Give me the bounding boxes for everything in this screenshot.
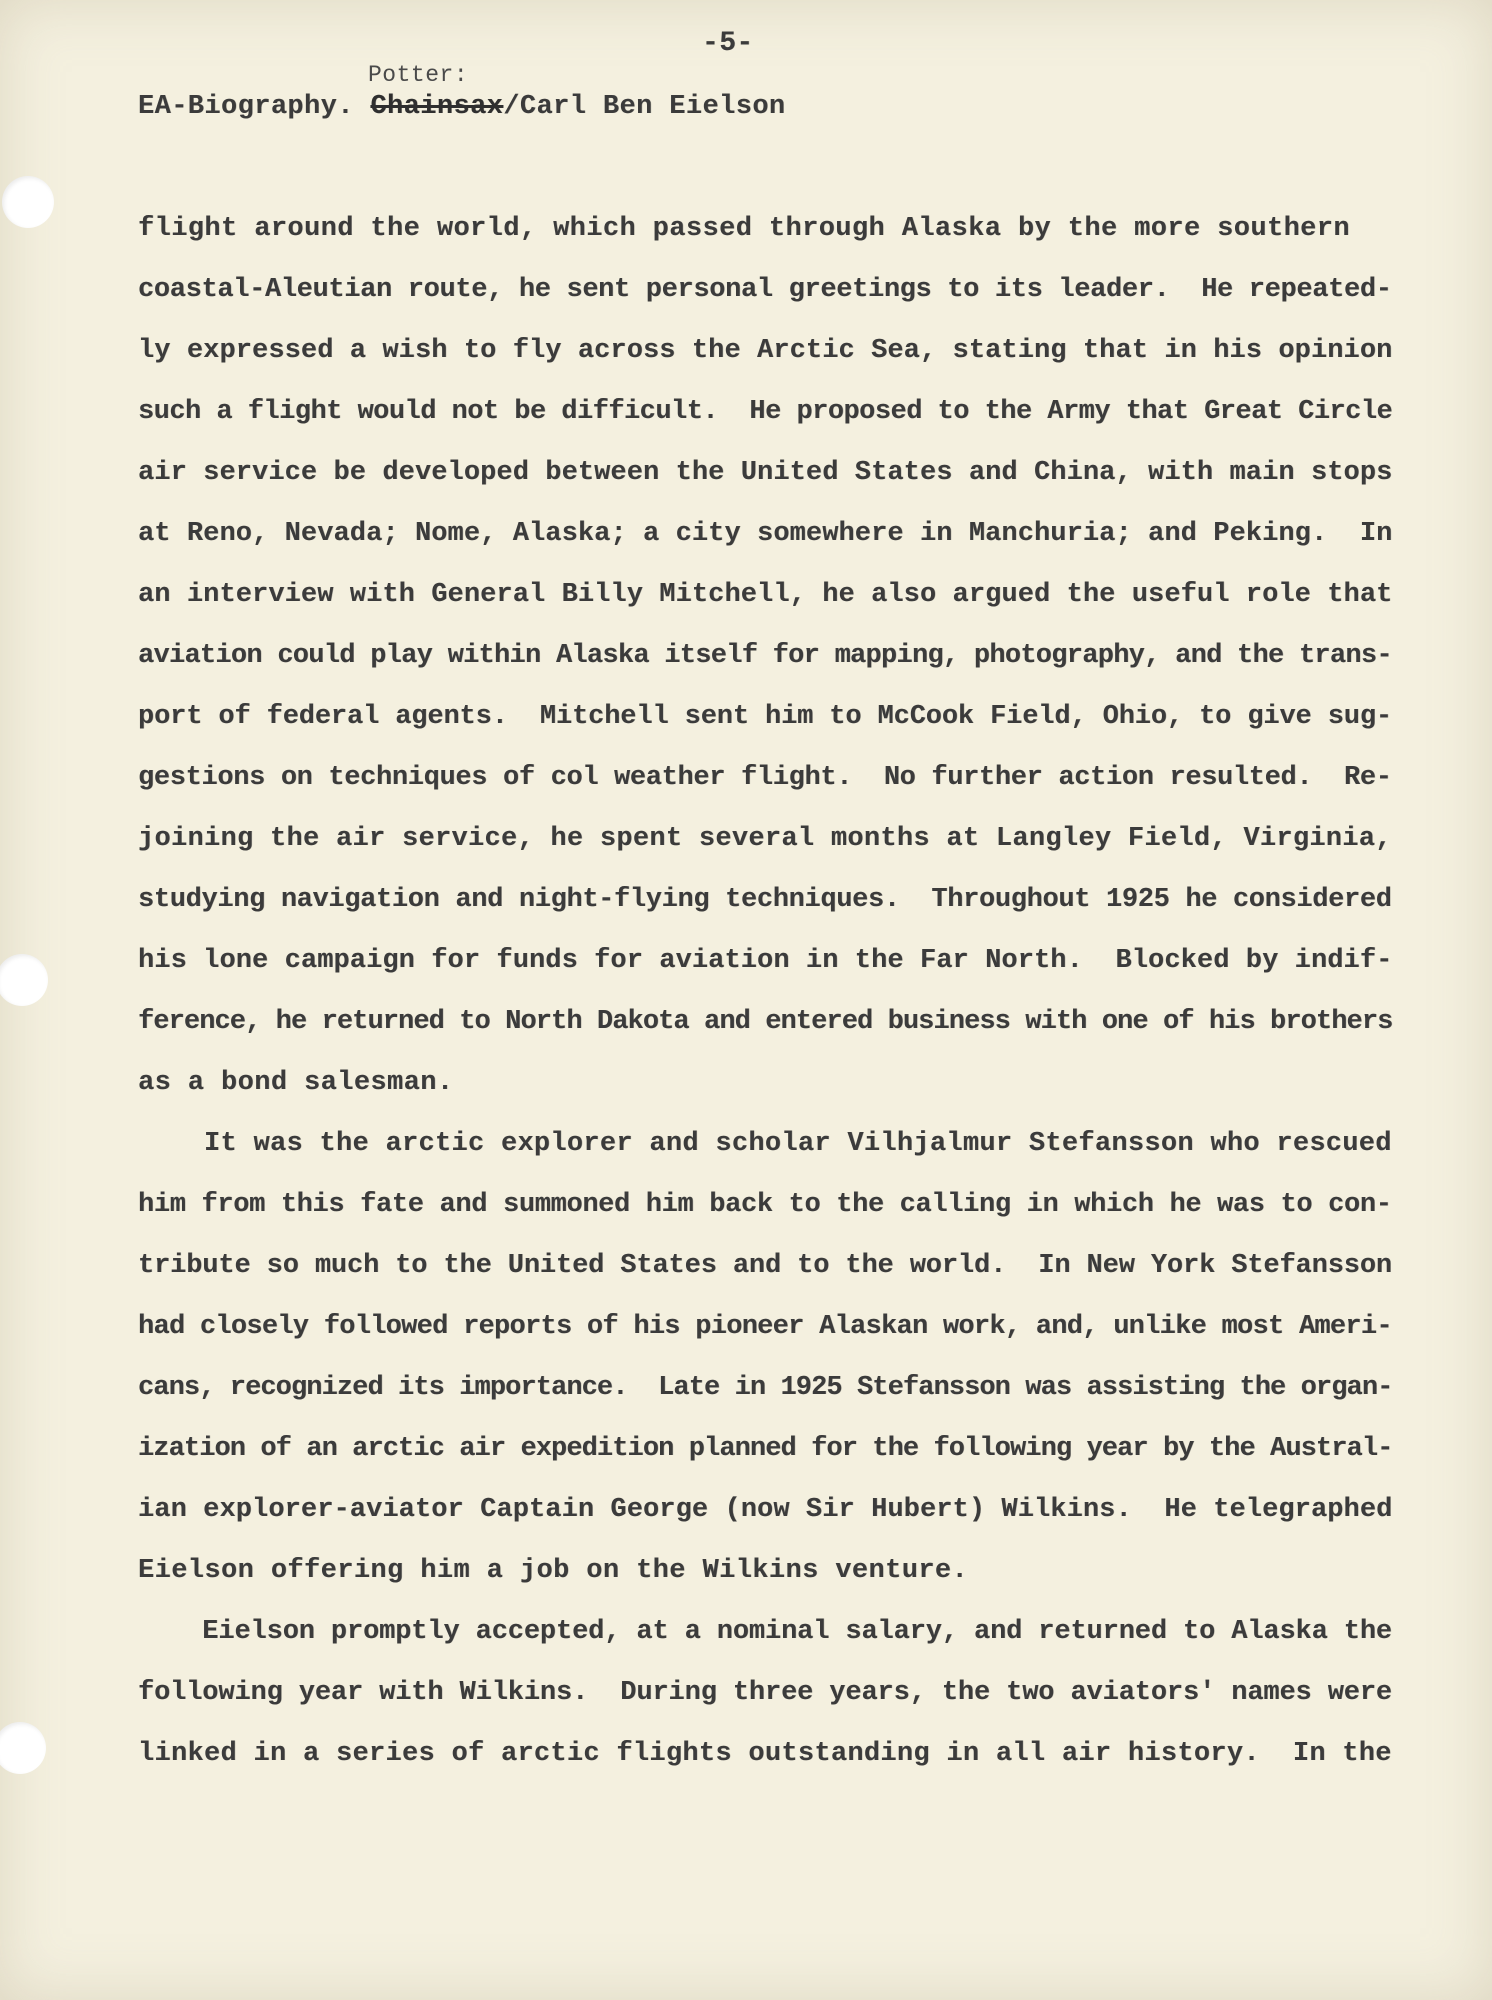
text-line: joining the air service, he spent several months at Langley Field, Virginia, xyxy=(138,824,1392,854)
document-header xyxy=(138,92,786,122)
text-line: ference, he returned to North Dakota and entered business with one of his brothers xyxy=(138,1007,1393,1037)
text-line: at Reno, Nevada; Nome, Alaska; a city somewhere in Manchuria; and Peking. In xyxy=(138,519,1393,549)
struck-out-word: Chainsax xyxy=(370,92,504,122)
text-line: cans, recognized its importance. Late in 1925 Stefansson was assisting the organ- xyxy=(138,1373,1393,1403)
text-line: had closely followed reports of his pioneer Alaskan work, and, unlike most Ameri- xyxy=(138,1312,1392,1342)
text-line: air service be developed between the United States and China, with main stops xyxy=(138,458,1393,488)
punch-hole-bottom xyxy=(0,1722,46,1774)
text-line: gestions on techniques of col weather flight. No further action resulted. Re- xyxy=(138,763,1392,793)
text-line: port of federal agents. Mitchell sent him to McCook Field, Ohio, to give sug- xyxy=(138,702,1393,732)
text-line: flight around the world, which passed through Alaska by the more southern xyxy=(138,214,1350,244)
text-line: linked in a series of arctic flights outstanding in all air history. In the xyxy=(138,1739,1392,1769)
text-line: his lone campaign for funds for aviation in the Far North. Blocked by indif- xyxy=(138,946,1393,976)
text-line: studying navigation and night-flying techniques. Throughout 1925 he considered xyxy=(138,885,1392,915)
text-line: an interview with General Billy Mitchell, he also argued the useful role that xyxy=(138,580,1393,610)
text-line: aviation could play within Alaska itself for mapping, photography, and the trans- xyxy=(138,641,1392,671)
header-subject: /Carl Ben Eielson xyxy=(503,92,786,122)
text-line: Eielson promptly accepted, at a nominal salary, and returned to Alaska the xyxy=(138,1617,1393,1647)
text-line: such a flight would not be difficult. He proposed to the Army that Great Circle xyxy=(138,397,1393,427)
inserted-correction: Potter: xyxy=(368,62,469,88)
header-prefix: EA-Biography. xyxy=(138,92,354,122)
text-line: coastal-Aleutian route, he sent personal greetings to its leader. He repeated- xyxy=(138,275,1392,305)
punch-hole-top xyxy=(2,176,54,228)
text-line: ian explorer-aviator Captain George (now Sir Hubert) Wilkins. He telegraphed xyxy=(138,1495,1393,1525)
punch-hole-middle xyxy=(0,954,48,1006)
text-line: ly expressed a wish to fly across the Arctic Sea, stating that in his opinion xyxy=(138,336,1393,366)
text-line: following year with Wilkins. During three years, the two aviators' names were xyxy=(138,1678,1393,1708)
text-line: It was the arctic explorer and scholar Vilhjalmur Stefansson who rescued xyxy=(138,1129,1392,1159)
text-line: Eielson offering him a job on the Wilkins venture. xyxy=(138,1556,969,1586)
text-line: tribute so much to the United States and to the world. In New York Stefansson xyxy=(138,1251,1393,1281)
text-line: as a bond salesman. xyxy=(138,1068,454,1098)
page-number: -5- xyxy=(702,28,754,59)
text-line: him from this fate and summoned him back to the calling in which he was to con- xyxy=(138,1190,1392,1220)
text-line: ization of an arctic air expedition planned for the following year by the Austral- xyxy=(138,1434,1393,1464)
